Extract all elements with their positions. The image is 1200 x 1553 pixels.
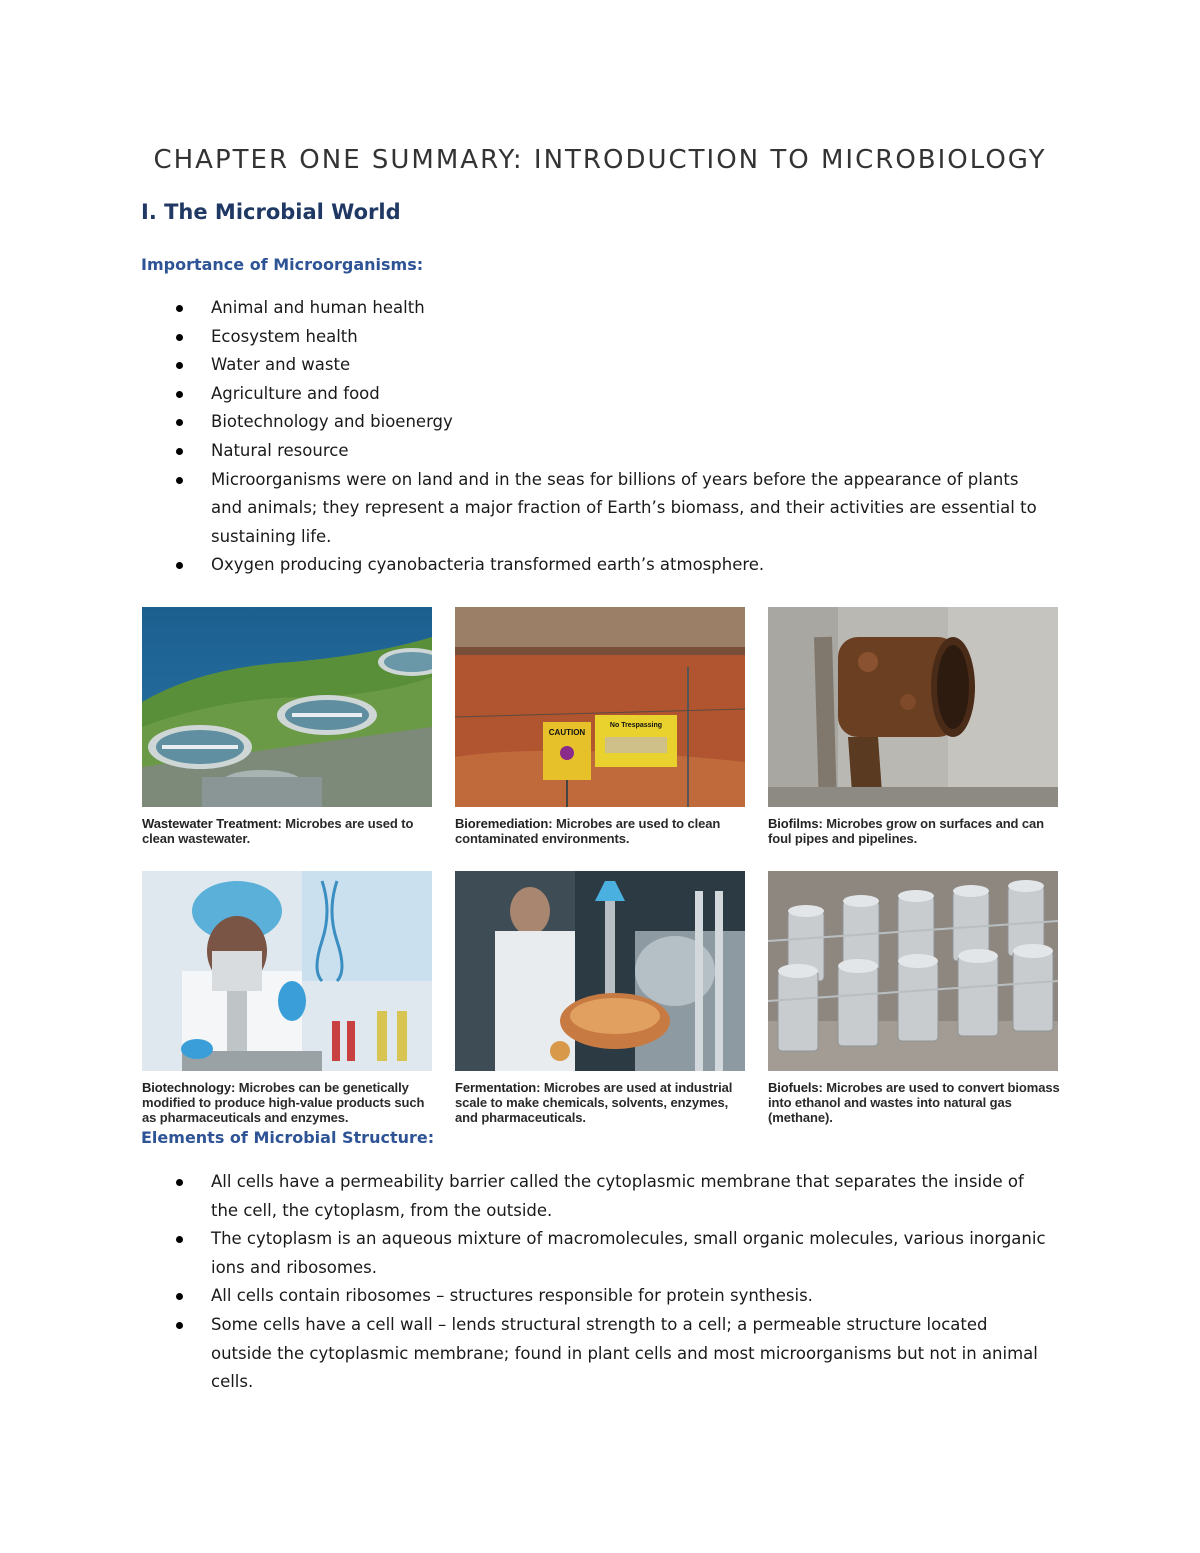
biofuels-photo [768,871,1058,1071]
bullet-icon [176,1322,183,1329]
list-item: All cells have a permeability barrier called the cytoplasmic membrane that separates the inside of the cell, the cytoplasm, from the outside. [170,1168,1050,1225]
list-item: Some cells have a cell wall – lends structural strength to a cell; a permeable structure located outside the cytoplasmic membrane; found in plant cells and most microorganisms but not in animal cells. [170,1311,1050,1397]
sign-caution: CAUTION [548,728,586,737]
figure-biotechnology [142,871,434,1125]
list-item: Natural resource [170,437,1050,466]
figure-bioremediation [455,607,747,846]
section-heading: I. The Microbial World [141,200,401,224]
list-item: The cytoplasm is an aqueous mixture of macromolecules, small organic molecules, various inorganic ions and ribosomes. [170,1225,1050,1282]
figure-wastewater [142,607,434,846]
figure-caption: Biotechnology: Microbes can be genetically modified to produce high-value products such as pharmaceuticals and enzymes. [142,1080,425,1125]
bullet-icon [176,562,183,569]
figure-caption: Wastewater Treatment: Microbes are used to clean wastewater. [142,816,414,846]
figure-caption: Fermentation: Microbes are used at industrial scale to make chemicals, solvents, enzymes, and pharmaceuticals. [455,1080,733,1125]
structure-list [170,1168,1050,1397]
list-item: Ecosystem health [170,323,1050,352]
wastewater-photo [142,607,432,807]
importance-heading: Importance of Microorganisms: [141,255,424,274]
bullet-icon [176,419,183,426]
bullet-icon [176,334,183,341]
bullet-icon [176,391,183,398]
list-item: Agriculture and food [170,380,1050,409]
list-item: Microorganisms were on land and in the seas for billions of years before the appearance of plants and animals; they represent a major fraction of Earth’s biomass, and their activities are essential to sustaining life. [170,466,1050,552]
sign-no-trespassing: No Trespassing [609,722,663,729]
document-title: CHAPTER ONE SUMMARY: INTRODUCTION TO MICROBIOLOGY [153,145,1047,175]
structure-heading: Elements of Microbial Structure: [141,1128,435,1147]
figure-fermentation [455,871,747,1125]
list-item: Oxygen producing cyanobacteria transformed earth’s atmosphere. [170,551,1050,580]
bullet-icon [176,362,183,369]
bullet-icon [176,477,183,484]
list-item: Water and waste [170,351,1050,380]
bullet-icon [176,1236,183,1243]
list-item: Biotechnology and bioenergy [170,408,1050,437]
list-item: All cells contain ribosomes – structures responsible for protein synthesis. [170,1282,1050,1311]
figure-caption: Biofilms: Microbes grow on surfaces and can foul pipes and pipelines. [768,816,1044,846]
bullet-icon [176,1179,183,1186]
figure-caption: Biofuels: Microbes are used to convert biomass into ethanol and wastes into natural gas (methane). [768,1080,1060,1125]
figure-biofuels [768,871,1060,1125]
biofilms-photo [768,607,1058,807]
bullet-icon [176,305,183,312]
biotechnology-photo [142,871,432,1071]
importance-list [170,294,1050,580]
bullet-icon [176,448,183,455]
bullet-icon [176,1293,183,1300]
figure-caption: Bioremediation: Microbes are used to clean contaminated environments. [455,816,721,846]
bioremediation-photo [455,607,745,807]
fermentation-photo [455,871,745,1071]
list-item: Animal and human health [170,294,1050,323]
figure-biofilms [768,607,1060,846]
